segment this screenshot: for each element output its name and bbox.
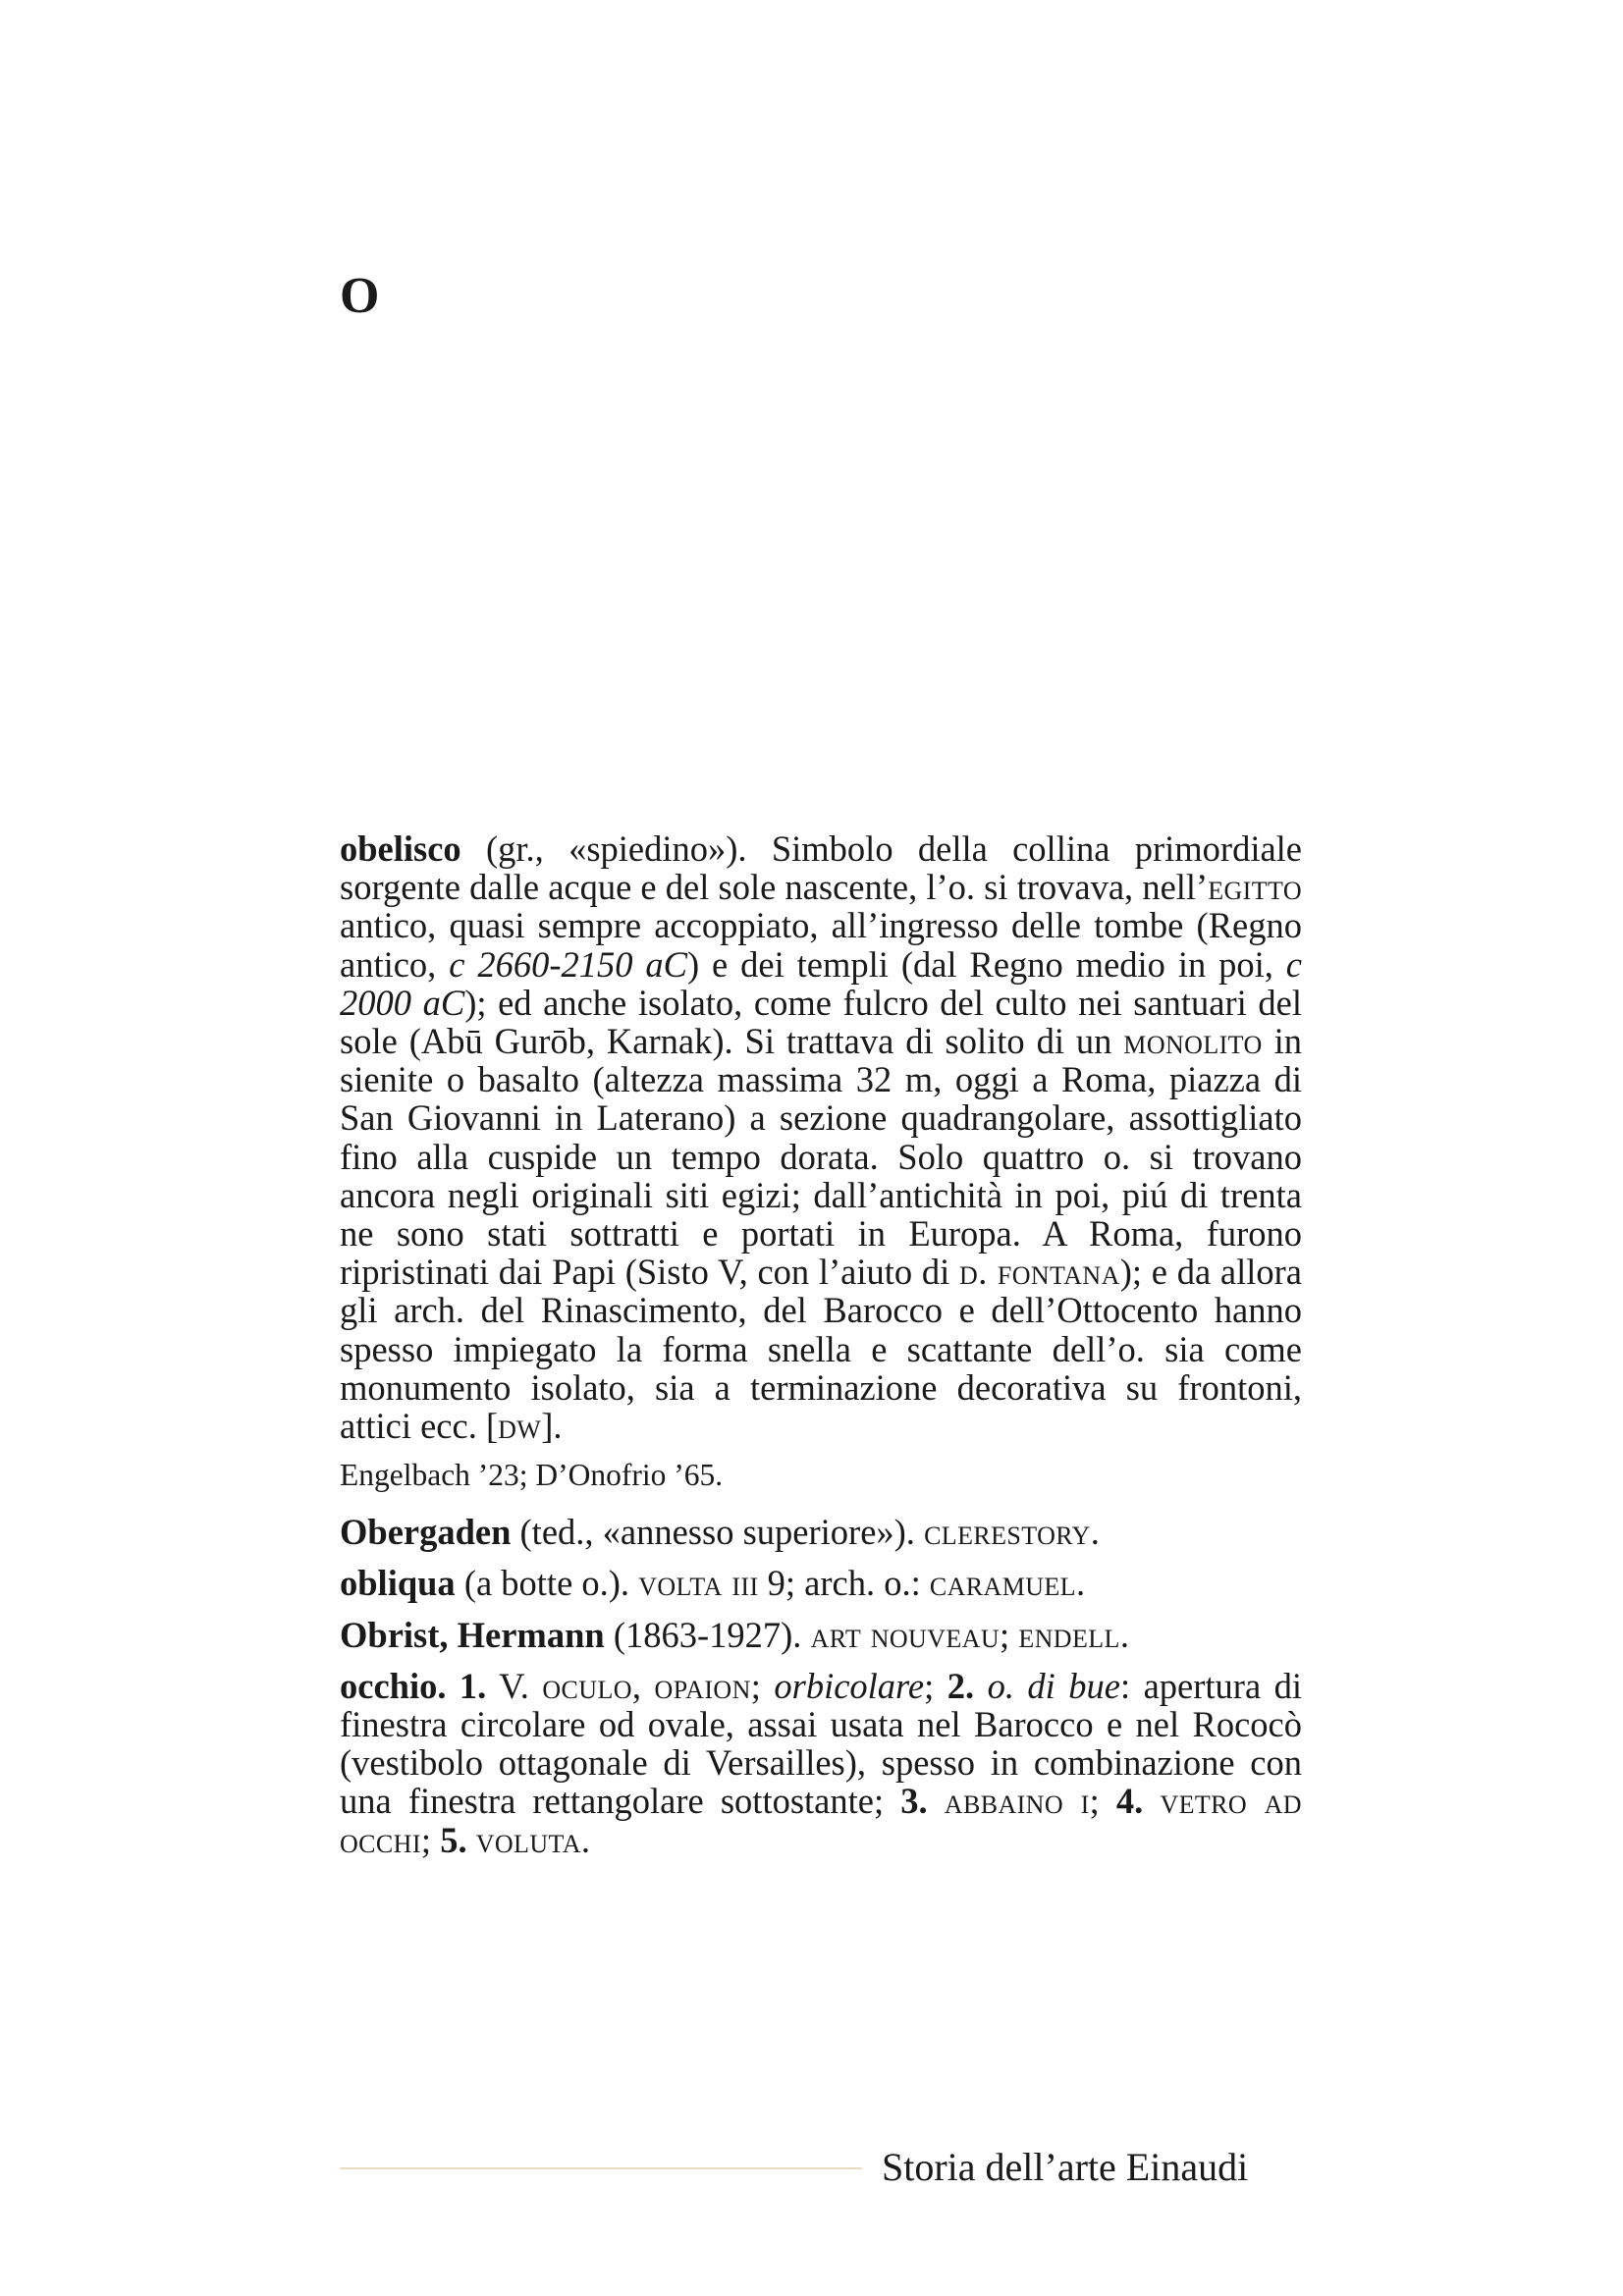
cross-reference-opaion[interactable]: opaion [654, 1665, 751, 1706]
date: c 2000 aC [340, 943, 1302, 1023]
sense-number: 1. [446, 1665, 487, 1706]
footer-rule [340, 2167, 862, 2169]
cross-reference-vetro-ad-occhi[interactable]: vetro ad occhi [340, 1781, 1302, 1860]
entry-text: . [1075, 1563, 1086, 1604]
entry-text: ); ed anche isolato, come fulcro del culto nei santuari del sole (Abū Gurōb, Karnak). Si trattava di solito di un [340, 982, 1302, 1062]
cross-reference-fontana[interactable]: d. fontana [959, 1252, 1120, 1293]
entry-text: ; [924, 1665, 947, 1706]
entry-text: (a botte o.). [455, 1563, 639, 1604]
headword-obergaden: Obergaden [340, 1512, 512, 1553]
entry-text: V. [486, 1665, 543, 1706]
cross-reference-volta[interactable]: volta iii [638, 1563, 759, 1604]
entry-text: ]. [541, 1406, 563, 1447]
entry-text: in sienite o basalto (altezza massima 32 m, oggi a Roma, piazza di San Giovanni in Laterano) a sezione quadrangolare, assottigliato fino alla cuspide un tempo dorata. Solo quattro o. si trovano ancora negli originali siti egizi; dall’antichità in poi, piú di trenta ne sono stati sottratti e portati in Europa. A Roma, furono ripristinati dai Papi (Sisto V, con l’aiuto di [340, 1021, 1302, 1293]
cross-reference-monolito[interactable]: monolito [1123, 1021, 1263, 1062]
cross-reference-oculo[interactable]: oculo [542, 1665, 632, 1706]
headword-obelisco: obelisco [340, 828, 461, 869]
cross-reference-abbaino[interactable]: abbaino i [944, 1781, 1090, 1822]
entry-text: ) e dei templi (dal Regno medio in poi, [686, 943, 1286, 985]
entry-text [467, 1820, 476, 1860]
entry-text: antico, quasi sempre accoppiato, all’ingresso delle tombe (Regno antico, [340, 905, 1302, 985]
cross-reference-clerestory[interactable]: clerestory [924, 1512, 1091, 1553]
entry-text: (1863-1927). [604, 1614, 811, 1655]
entry-text: (gr., «spiedino»). Simbolo della collina primordiale sorgente dalle acque e del sole nascente, l’o. si trovava, nell’ [340, 828, 1302, 908]
headword-obrist: Obrist, Hermann [340, 1614, 605, 1655]
author-initials: dw [498, 1406, 542, 1447]
entry-text: . [1090, 1512, 1100, 1553]
date-range: c 2660-2150 aC [449, 943, 687, 985]
entry-occhio [340, 1667, 1302, 1859]
entry-text [1143, 1781, 1160, 1821]
entry-text [928, 1781, 945, 1821]
cross-reference-egitto[interactable]: egitto [1208, 867, 1302, 908]
entry-text: ; [420, 1819, 441, 1860]
entry-text: , [631, 1665, 655, 1706]
entry-obrist [340, 1616, 1302, 1654]
cross-reference-art-nouveau[interactable]: art nouveau [810, 1614, 1001, 1655]
entry-text: ); e da allora gli arch. del Rinascimento, del Barocco e dell’Ottocento hanno spesso impiegato la forma snella e scattante dell’o. sia come monumento isolato, sia a terminazione decorativa su frontoni, attici ecc. [ [340, 1252, 1302, 1447]
publisher-footer: Storia dell’arte Einaudi [882, 2145, 1249, 2189]
sense-number: 4. [1115, 1781, 1144, 1822]
sense-number: 2. [947, 1665, 975, 1706]
dictionary-entries [340, 829, 1302, 1872]
headword-obliqua: obliqua [340, 1563, 456, 1604]
entry-text: . [1119, 1614, 1129, 1655]
entry-obelisco [340, 829, 1302, 1445]
cross-reference-caramuel[interactable]: caramuel [929, 1563, 1076, 1604]
cross-reference-orbicolare[interactable]: orbicolare [774, 1665, 925, 1706]
subentry-term: o. di bue [987, 1665, 1120, 1706]
entry-text: ; [750, 1665, 775, 1706]
entry-obergaden [340, 1513, 1302, 1551]
bibliography-references: Engelbach ’23; D’Onofrio ’65. [340, 1458, 724, 1493]
sense-number: 3. [900, 1781, 928, 1822]
cross-reference-voluta[interactable]: voluta [475, 1819, 581, 1860]
entry-text: . [580, 1819, 590, 1860]
entry-text [974, 1666, 987, 1706]
entry-text: ; [1000, 1614, 1019, 1655]
entry-text: ; [1089, 1781, 1116, 1822]
entry-text: (ted., «annesso superiore»). [511, 1512, 925, 1553]
entry-text: : apertura di finestra circolare od ovale, assai usata nel Barocco e nel Rococò (vestibolo ottagonale di Versailles), spesso in combinazione con una finestra rettangolare sottostante; [340, 1665, 1302, 1822]
cross-reference-endell[interactable]: endell [1018, 1614, 1120, 1655]
entry-obliqua [340, 1564, 1302, 1602]
section-letter: O [340, 268, 380, 324]
headword-occhio: occhio. [340, 1665, 447, 1706]
entry-text: 9; arch. o.: [758, 1563, 930, 1604]
sense-number: 5. [440, 1819, 467, 1860]
